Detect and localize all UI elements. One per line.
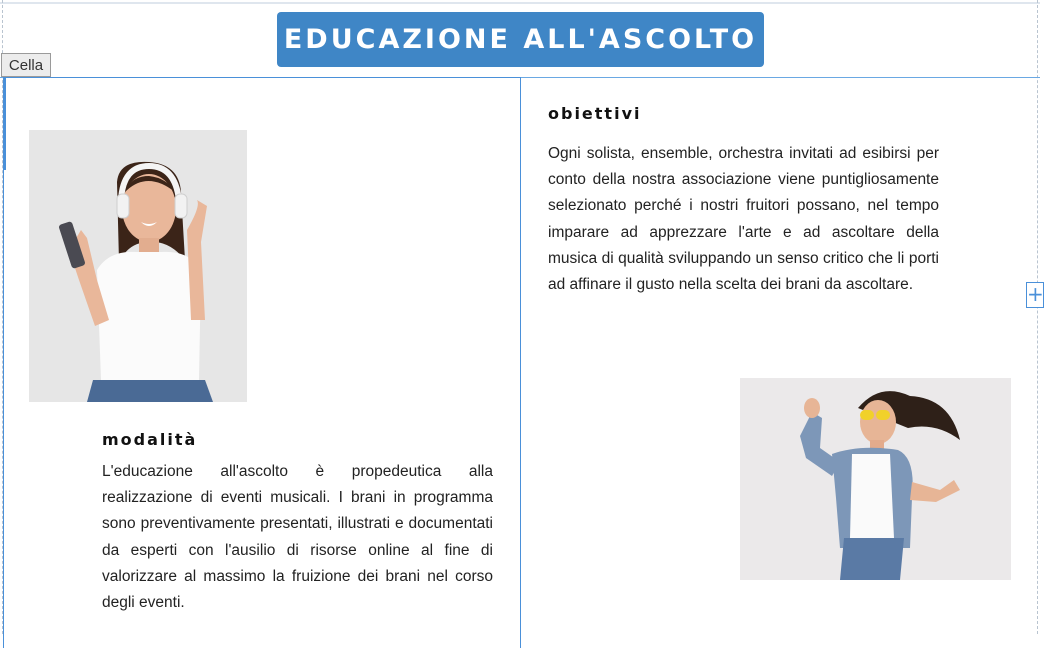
obiettivi-heading: obiettivi bbox=[548, 104, 642, 123]
cell-selector-tag[interactable]: Cella bbox=[1, 53, 51, 77]
obiettivi-paragraph: Ogni solista, ensemble, orchestra invitati ad esibirsi per conto della nostra associazione viene puntigliosamente selezionato perché i nostri fruitori possano, nel tempo imparare ad apprezzare l'arte e ad ascoltare della musica di qualità sviluppando un senso critico che li porti ad affinare il gusto nella scelta dei brani da ascoltare. bbox=[548, 145, 939, 294]
woman-headphones-photo bbox=[29, 130, 247, 402]
modalita-heading: modalità bbox=[102, 430, 198, 449]
add-column-button[interactable]: + bbox=[1027, 282, 1044, 306]
editor-guide-right bbox=[1037, 0, 1038, 634]
cell-resize-handle[interactable] bbox=[3, 78, 6, 170]
modalita-paragraph: L'educazione all'ascolto è propedeutica alla realizzazione di eventi musicali. I brani in programma sono preventivamente presentati, illustrati e documentati da esperti con l'ausilio di risorse online al fine di valorizzare al massimo la fruizione dei brani nel corso degli eventi. bbox=[102, 463, 493, 612]
top-divider bbox=[0, 2, 1040, 4]
woman-dancing-photo bbox=[740, 378, 1011, 580]
page-title-button[interactable]: EDUCAZIONE ALL'ASCOLTO bbox=[277, 12, 764, 67]
